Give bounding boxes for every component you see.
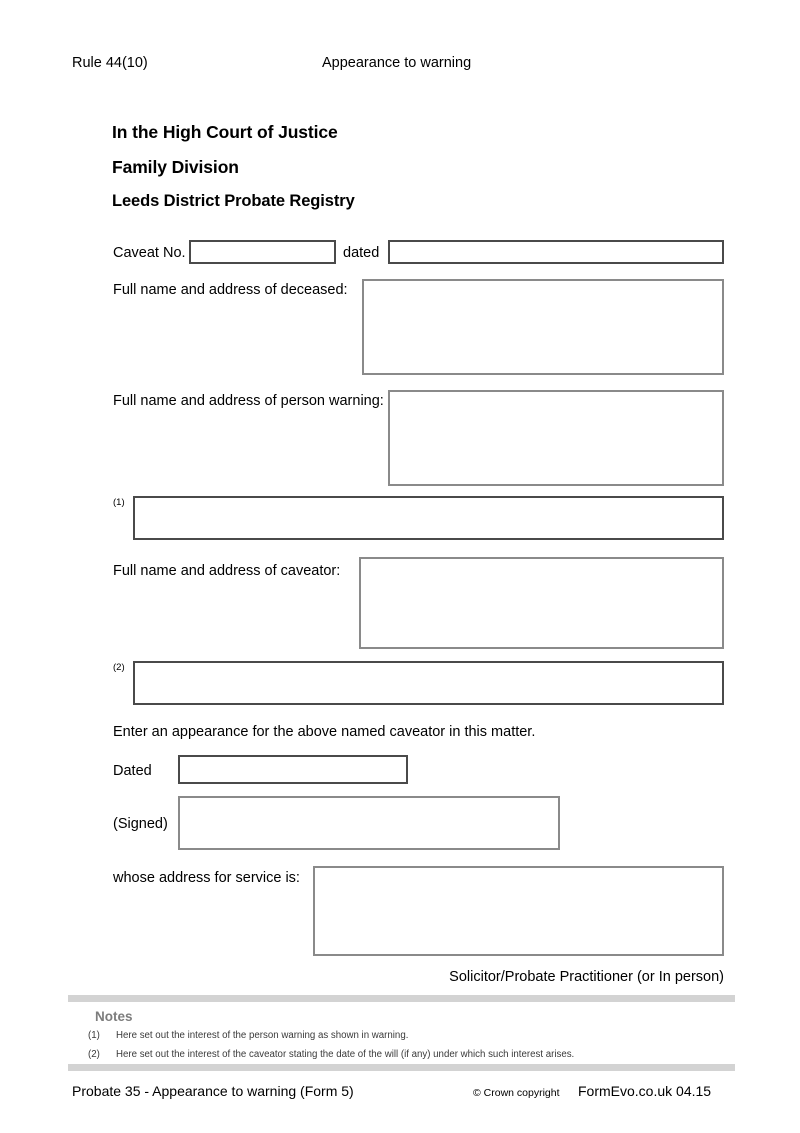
note-item-2 <box>88 1048 574 1061</box>
caveat-dated-input[interactable] <box>388 240 724 264</box>
caveat-number-input[interactable] <box>189 240 336 264</box>
court-name: In the High Court of Justice <box>112 122 338 142</box>
note-item-1 <box>88 1029 408 1042</box>
note-marker-1: (1) <box>113 497 125 508</box>
footer-brand: FormEvo.co.uk 04.15 <box>578 1083 712 1099</box>
note-marker-2: (2) <box>113 662 125 673</box>
note-item-1-text: Here set out the interest of the person warning as shown in warning. <box>116 1030 409 1041</box>
person-warning-interest-input[interactable] <box>133 496 724 540</box>
notes-top-divider <box>68 995 735 1002</box>
court-division: Family Division <box>112 157 239 177</box>
caveator-interest-input[interactable] <box>133 661 724 705</box>
address-for-service-input[interactable] <box>313 866 724 956</box>
note-item-2-text: Here set out the interest of the caveator stating the date of the will (if any) under which such interest arises. <box>116 1049 575 1060</box>
person-warning-input[interactable] <box>388 390 724 486</box>
page-header <box>0 53 800 75</box>
caveat-number-label: Caveat No. <box>113 245 186 261</box>
deceased-label: Full name and address of deceased: <box>113 282 348 298</box>
probate-registry: Leeds District Probate Registry <box>112 192 355 210</box>
document-kicker: Appearance to warning <box>322 55 472 71</box>
address-for-service-label: whose address for service is: <box>113 870 300 886</box>
court-title-block <box>112 122 732 212</box>
dated-label: Dated <box>113 763 152 779</box>
caveator-label: Full name and address of caveator: <box>113 563 341 579</box>
signature-input[interactable] <box>178 796 560 850</box>
footer-copyright: © Crown copyright <box>473 1087 560 1099</box>
caveat-dated-label: dated <box>343 245 380 261</box>
appearance-statement: Enter an appearance for the above named caveator in this matter. <box>113 724 536 740</box>
dated-input[interactable] <box>178 755 408 784</box>
capacity-line: Solicitor/Probate Practitioner (or In person) <box>449 969 724 985</box>
notes-heading: Notes <box>95 1009 133 1024</box>
rule-reference: Rule 44(10) <box>72 55 148 71</box>
footer-form-name: Probate 35 - Appearance to warning (Form 5) <box>72 1083 354 1099</box>
notes-bottom-divider <box>68 1064 735 1071</box>
note-item-1-marker: (1) <box>88 1030 100 1041</box>
signed-label: (Signed) <box>113 816 168 832</box>
person-warning-label: Full name and address of person warning: <box>113 393 384 409</box>
caveator-input[interactable] <box>359 557 724 649</box>
note-item-2-marker: (2) <box>88 1049 100 1060</box>
deceased-input[interactable] <box>362 279 724 375</box>
